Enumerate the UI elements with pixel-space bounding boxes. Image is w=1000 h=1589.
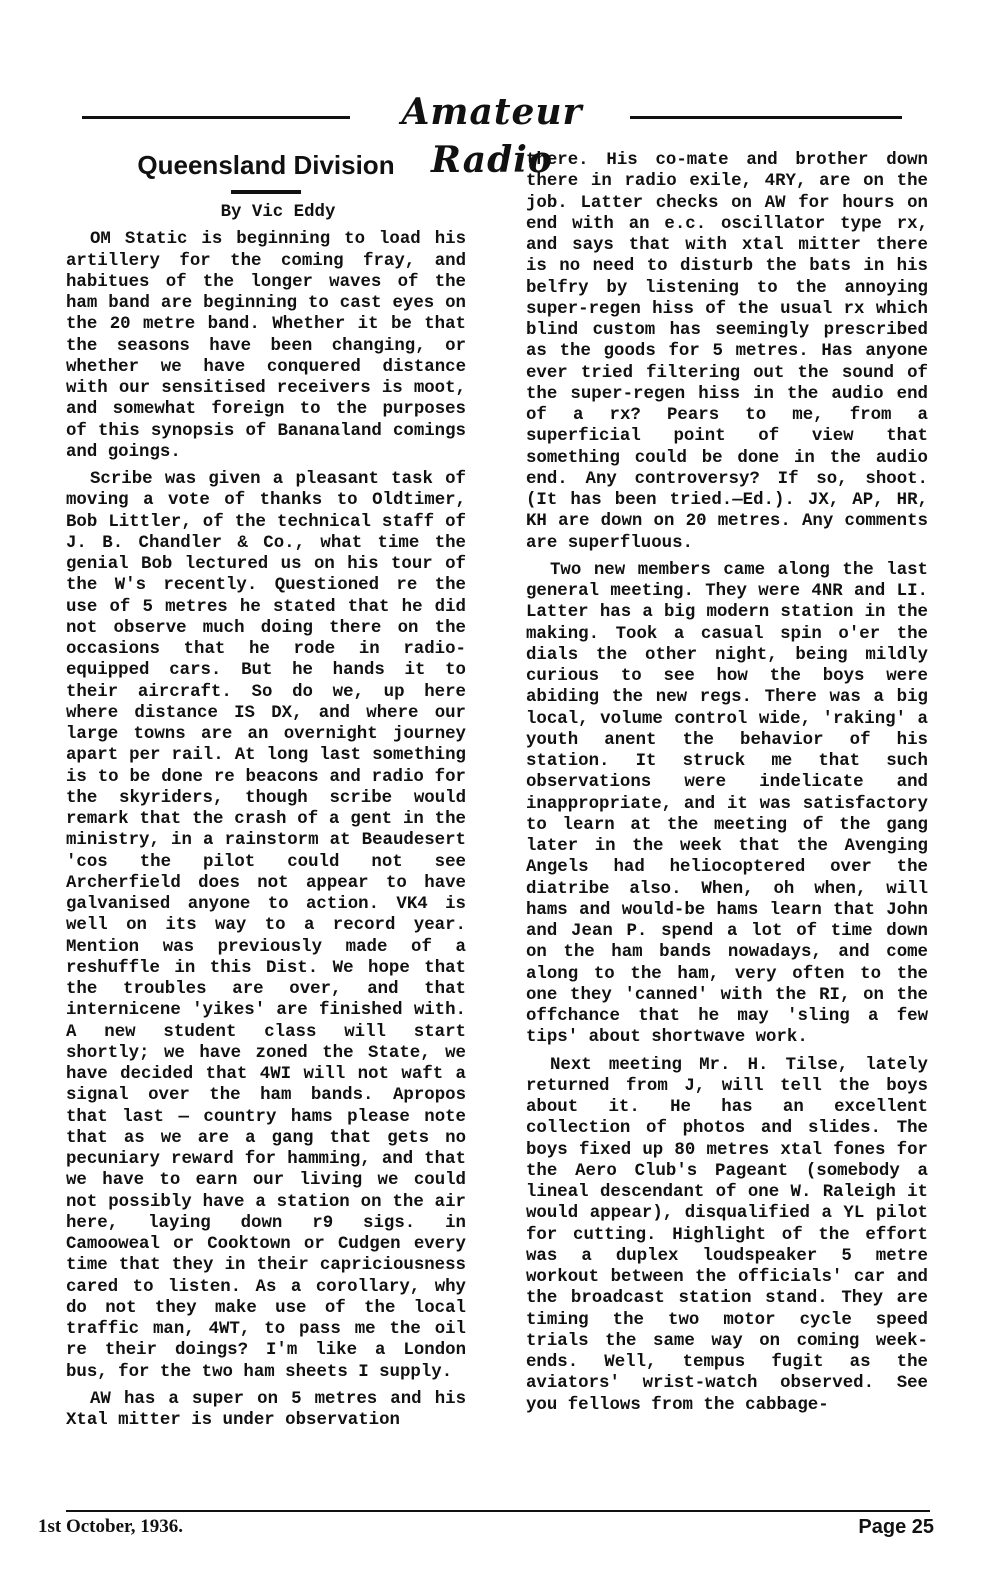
paragraph: Next meeting Mr. H. Tilse, lately returned from J, will tell the boys about it. He has an excellent collection of photos and slides. The boys fixed up 80 metres xtal fones for the Aero Club's Pageant (somebody a lineal descendant of one W. Raleigh it would appear), disqualified a YL pilot for cutting. Highlight of the effort was a duplex loudspeaker 5 metre workout between the officials' car and the broadcast station stand. They are timing the two motor cycle speed trials the same way on coming week-ends. Well, tempus fugit as the aviators' wrist-watch observed. See you fellows from the cabbage- (526, 1055, 928, 1415)
paragraph: OM Static is beginning to load his artillery for the coming fray, and habitues of the longer waves of the ham band are beginning to cast eyes on the 20 metre band. Whether it be that the seasons have been changing, or whether we have conquered distance with our sensitised receivers is moot, and somewhat foreign to the purposes of this synopsis of Bananaland comings and goings. (66, 230, 466, 462)
right-column (526, 150, 928, 1422)
issue-date: 1st October, 1936. (38, 1516, 183, 1537)
paragraph: AW has a super on 5 metres and his Xtal mitter is under observation (66, 1389, 466, 1430)
masthead-rule-left (82, 116, 350, 119)
footer-rule (66, 1510, 930, 1512)
paragraph: Two new members came along the last general meeting. They were 4NR and LI. Latter has a big modern station in the making. Took a casual spin o'er the dials the other night, being mildly curious to see how the boys were abiding the new regs. There was a big local, volume control wide, 'raking' a youth anent the behavior of his station. It struck me that such observations were indelicate and inappropriate, and it was satisfactory to learn at the meeting of the gang later in the week that the Avenging Angels had heliocoptered over the diatribe also. When, oh when, will hams and would-be hams learn that John and Jean P. spend a lot of time down on the ham bands nowadays, and come along to the ham, very often to the one they 'canned' with the RI, on the offchance that he may 'sling a few tips' about shortwave work. (526, 560, 928, 1048)
paragraph: there. His co-mate and brother down there in radio exile, 4RY, are on the job. Latter checks on AW for hours on end with an e.c. oscillator type rx, and says that with xtal mitter there is no need to disturb the bats in his belfry by listening to the annoying super-regen hiss of the usual rx which blind custom has seemingly prescribed as the goods for 5 metres. Has anyone ever tried filtering out the sound of the super-regen hiss in the audio end of a rx? Pears to me, from a superficial point of view that something could be done in the audio end. Any controversy? If so, shoot. (It has been tried.—Ed.). JX, AP, HR, KH are down on 20 metres. Any comments are superfluous. (526, 151, 928, 553)
left-column (66, 148, 466, 1437)
title-underline (231, 190, 301, 194)
page-number: Page 25 (858, 1516, 934, 1538)
paragraph: Scribe was given a pleasant task of moving a vote of thanks to Oldtimer, Bob Littler, of the technical staff of J. B. Chandler & Co., what time the genial Bob lectured us on his tour of the W's recently. Questioned re the use of 5 metres he stated that he did not observe much doing there on the occasions that he rode in radio-equipped cars. But he hands it to their aircraft. So do we, up here where distance IS DX, and where our large towns are an overnight journey apart per rail. At long last something is to be done re beacons and radio for the skyriders, though scribe would remark that the crash of a gent in the ministry, in a rainstorm at Beaudesert 'cos the pilot could not see Archerfield does not appear to have galvanised anyone to action. VK4 is well on its way to a record year. Mention was previously made of a reshuffle in this Dist. We hope that the troubles are over, and that internicene 'yikes' are finished with. A new student class will start shortly; we have zoned the State, we have decided that 4WI will not waft a signal over the ham bands. Apropos that last — country hams please note that as we are a gang that gets no pecuniary reward for hamming, and that we have to earn our living we could not possibly have a station on the air here, laying down r9 sigs. in Camooweal or Cooktown or Cudgen every time that they in their capriciousness cared to listen. As a corollary, why do not they make use of the local traffic man, 4WT, to pass me the oil re their doings? I'm like a London bus, for the two ham sheets I supply. (66, 470, 466, 1382)
masthead-title: Amateur Radio (401, 91, 583, 181)
article-title: Queensland Division (137, 150, 395, 180)
masthead-rule-right (630, 116, 902, 119)
article-byline: By Vic Eddy (220, 203, 336, 222)
